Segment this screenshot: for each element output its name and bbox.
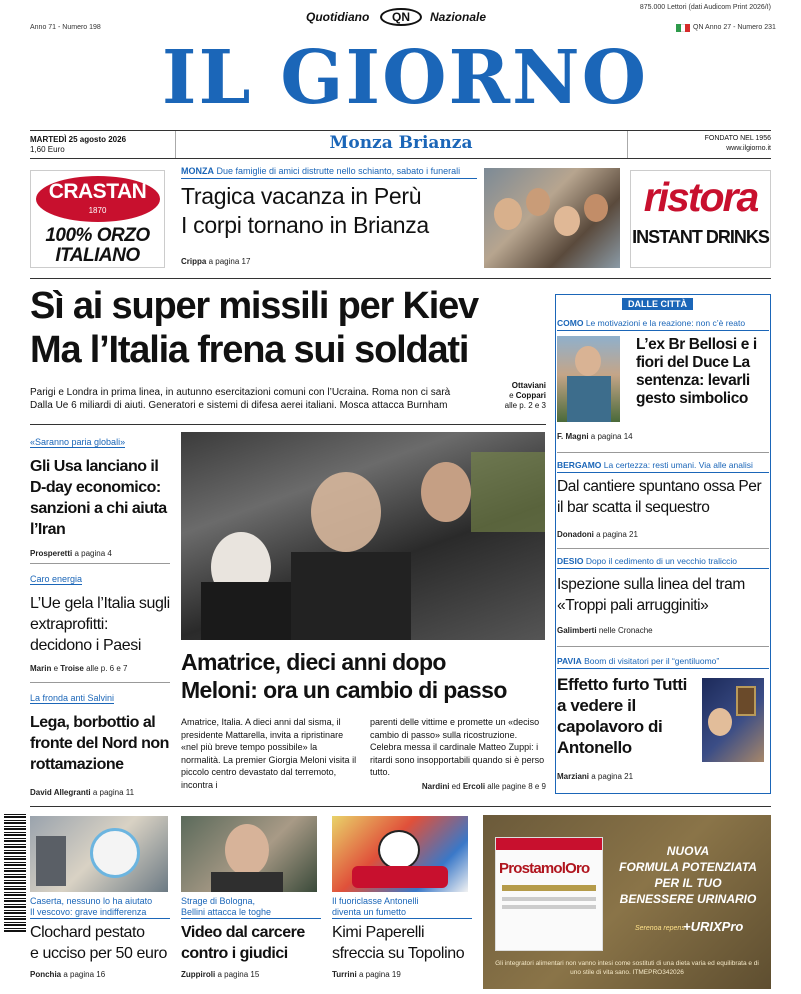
bottom-story-2-title-2: contro i giudici <box>181 945 288 962</box>
readership-note: 875.000 Lettori (dati Audicom Print 2026/I) <box>639 4 771 11</box>
edition-name: Monza Brianza <box>329 133 473 153</box>
top-story-author: Crippa <box>181 257 207 266</box>
city-story-bergamo-kicker: La certezza: resti umani. Via alle analisi <box>603 460 753 470</box>
bottom-story-1-kicker-1: Caserta, nessuno lo ha aiutato <box>30 896 153 906</box>
qn-logo: QN <box>380 8 422 26</box>
bottom-story-1-kicker-2: Il vescovo: grave indifferenza <box>30 907 170 919</box>
bellini-photo[interactable] <box>181 816 317 892</box>
top-story-photo[interactable] <box>484 168 620 268</box>
website-url[interactable]: www.ilgiorno.it <box>726 145 771 152</box>
prostamol-line-4: BENESSERE URINARIO <box>619 892 757 906</box>
left-story-2-and: e <box>53 664 59 673</box>
amatrice-photo[interactable] <box>181 432 545 640</box>
lead-summary <box>30 386 495 412</box>
bottom-story-2-page: a pagina 15 <box>217 970 260 979</box>
center-title-1: Amatrice, dieci anni dopo <box>181 649 446 675</box>
top-story-page: a pagina 17 <box>208 257 251 266</box>
city-story-desio-location: DESIO <box>557 556 584 566</box>
bottom-story-3-page: a pagina 19 <box>358 970 401 979</box>
bottom-story-3-title-2: sfreccia su Topolino <box>332 945 465 962</box>
lead-author-2: Coppari <box>515 391 546 400</box>
crastan-brand: CRASTAN <box>48 180 147 203</box>
city-story-pavia-page: a pagina 21 <box>591 772 634 781</box>
center-author-2: Ercoli <box>462 782 486 791</box>
bottom-story-1-author: Ponchia <box>30 970 62 979</box>
bottom-story-1-title-2: e ucciso per 50 euro <box>30 945 167 962</box>
city-story-como-page: a pagina 14 <box>590 432 633 441</box>
city-story-bergamo-location: BERGAMO <box>557 460 602 470</box>
quotidiano-label: Quotidiano <box>306 10 370 24</box>
prostamol-line-3: PER IL TUO <box>654 876 722 890</box>
bottom-story-3-kicker-2: diventa un fumetto <box>332 907 472 919</box>
bottom-story-1-title-1: Clochard pestato <box>30 924 145 941</box>
lead-byline <box>496 381 546 411</box>
city-story-como[interactable] <box>557 318 769 328</box>
lead-pages: alle p. 2 e 3 <box>504 401 546 410</box>
prostamol-disclaimer: Gli integratori alimentari non vanno intesi come sostituti di una dieta varia ed equilibrata e di uno stile di vita sano. ITMEPRO342026 <box>495 960 759 976</box>
barcode <box>4 812 26 932</box>
lead-title-1: Sì ai super missili per Kiev <box>30 285 478 327</box>
bottom-story-1[interactable] <box>30 896 170 979</box>
ristora-ad[interactable] <box>630 170 771 268</box>
dalle-citta-label: DALLE CITTÀ <box>622 298 693 310</box>
lead-title-2: Ma l’Italia frena sui soldati <box>30 329 469 371</box>
left-story-1-page: a pagina 4 <box>74 549 112 558</box>
bottom-story-2-title-1: Video dal carcere <box>181 924 305 941</box>
prostamol-ad[interactable] <box>483 815 771 989</box>
prostamol-serenoa: Serenoa repens <box>635 925 685 932</box>
left-story-2-page: alle p. 6 e 7 <box>86 664 128 673</box>
crastan-logo <box>36 176 160 222</box>
left-story-1-title: Gli Usa lanciano il D-day economico: sanzioni a chi aiuta l’Iran <box>30 458 167 538</box>
left-story-2-title: L’Ue gela l’Italia sugli extraprofitti: decidono i Paesi <box>30 595 170 654</box>
left-story-3-page: a pagina 11 <box>92 788 135 797</box>
ristora-brand: ristora <box>643 174 758 220</box>
lead-summary-1: Parigi e Londra in prima linea, in autunno esercitazioni comuni con l’Ucraina. Roma non ci sarà <box>30 387 451 398</box>
city-story-desio[interactable] <box>557 556 769 566</box>
city-story-como-location: COMO <box>557 318 584 328</box>
top-story-title-1: Tragica vacanza in Perù <box>181 183 422 209</box>
ristora-tagline: INSTANT DRINKS <box>632 227 769 247</box>
city-story-bergamo-title: Dal cantiere spuntano ossa Per il bar scatta il sequestro <box>557 478 762 516</box>
city-story-pavia-title: Effetto furto Tutti a vedere il capolavoro di Antonello <box>557 675 687 757</box>
top-story-headline[interactable] <box>181 182 429 240</box>
lead-author-and: e <box>509 391 514 400</box>
crastan-tagline-1: 100% ORZO <box>45 225 150 246</box>
prostamol-line-2: FORMULA POTENZIATA <box>619 860 757 874</box>
city-story-pavia-location: PAVIA <box>557 656 582 666</box>
center-byline <box>370 782 546 791</box>
clochard-photo[interactable] <box>30 816 168 892</box>
left-story-1[interactable] <box>30 432 170 558</box>
bottom-story-3-author: Turrini <box>332 970 357 979</box>
left-story-3-author: David Allegranti <box>30 788 91 797</box>
bottom-story-1-page: a pagina 16 <box>63 970 106 979</box>
left-story-2[interactable] <box>30 569 170 673</box>
left-story-1-kicker: «Saranno paria globali» <box>30 437 126 447</box>
como-photo[interactable] <box>557 336 620 422</box>
bottom-story-2-kicker-1: Strage di Bologna, <box>181 896 256 906</box>
prostamol-box <box>495 837 603 951</box>
lead-summary-2: Dalla Ue 6 miliardi di aiuti. Generatori e sistemi di difesa aerei italiani. Mosca attacca Burnham <box>30 400 448 411</box>
city-story-como-kicker: Le motivazioni e la reazione: non c’è reato <box>585 318 746 328</box>
left-story-2-author-2: Troise <box>60 664 84 673</box>
crastan-ad[interactable] <box>30 170 165 268</box>
left-story-3-kicker: La fronda anti Salvini <box>30 693 115 703</box>
prostamol-urix: +URIXPro <box>683 919 744 934</box>
bottom-story-3[interactable] <box>332 896 472 979</box>
prostamol-brand: ProstamolOro <box>499 860 590 877</box>
city-story-desio-kicker: Dopo il cedimento di un vecchio traliccio <box>585 556 738 566</box>
bottom-story-2[interactable] <box>181 896 321 979</box>
bottom-story-3-kicker-1: Il fuoriclasse Antonelli <box>332 896 419 906</box>
city-story-bergamo-author: Donadoni <box>557 530 594 539</box>
city-story-como-title: L’ex Br Bellosi e i fiori del Duce La sentenza: levarli gesto simbolico <box>636 336 757 407</box>
bottom-story-2-author: Zuppiroli <box>181 970 216 979</box>
bottom-story-3-title-1: Kimi Paperelli <box>332 924 425 941</box>
top-story-byline <box>181 257 250 266</box>
center-pages: alle pagine 8 e 9 <box>487 782 546 791</box>
bottom-story-2-kicker-2: Bellini attacca le toghe <box>181 907 321 919</box>
city-story-bergamo-page: a pagina 21 <box>596 530 638 539</box>
city-story-pavia[interactable] <box>557 656 769 666</box>
top-story-kicker[interactable] <box>181 166 460 176</box>
city-story-desio-page: nelle Cronache <box>598 626 653 635</box>
topolino-photo[interactable] <box>332 816 468 892</box>
center-body-left: Amatrice, Italia. A dieci anni dal sisma, il presidente Mattarella, invita a ripristinare «nel più breve tempo possibile» la normalità. La premier Giorgia Meloni visita il piccolo centro devastato dal terremoto, incontra i <box>181 717 357 790</box>
founded-note: FONDATO NEL 1956 <box>704 135 771 142</box>
italian-flag-icon <box>676 24 690 32</box>
crastan-year: 1870 <box>88 206 107 215</box>
top-story-location: MONZA <box>181 166 214 176</box>
top-story-title-2: I corpi tornano in Brianza <box>181 212 429 238</box>
lead-author-1: Ottaviani <box>511 381 546 390</box>
issue-date: MARTEDÌ 25 agosto 2026 <box>30 135 127 144</box>
issue-price: 1,60 Euro <box>30 145 65 154</box>
nazionale-label: Nazionale <box>430 10 487 24</box>
lead-headline[interactable] <box>30 284 478 372</box>
center-headline[interactable] <box>181 648 507 704</box>
prostamol-line-1: NUOVA <box>666 844 710 858</box>
city-story-bergamo[interactable] <box>557 460 769 470</box>
city-story-pavia-kicker: Boom di visitatori per il “gentiluomo” <box>584 656 720 666</box>
newspaper-title: IL GIORNO <box>161 35 649 121</box>
pavia-photo[interactable] <box>702 678 764 762</box>
left-story-1-author: Prosperetti <box>30 549 73 558</box>
prostamol-claim <box>609 843 767 907</box>
crastan-tagline-2: ITALIANO <box>55 245 140 266</box>
left-story-3-title: Lega, borbottio al fronte del Nord non rottamazione <box>30 714 169 773</box>
top-story-kicker-text: Due famiglie di amici distrutte nello schianto, sabato i funerali <box>216 166 461 176</box>
city-story-pavia-author: Marziani <box>557 772 590 781</box>
issue-number-right: QN Anno 27 - Numero 231 <box>693 24 776 31</box>
city-story-desio-author: Galimberti <box>557 626 597 635</box>
center-author-1: Nardini <box>421 782 450 791</box>
left-story-2-author: Marin <box>30 664 52 673</box>
center-author-and: ed <box>451 782 461 791</box>
left-story-3[interactable] <box>30 688 170 797</box>
center-body-right: parenti delle vittime e promette un «deciso cambio di passo» sulla ricostruzione. Celebra messa il cardinale Matteo Zuppi: i ritardi sono insopportabili quando si è perso tutto. <box>370 717 545 777</box>
city-story-como-author: F. Magni <box>557 432 589 441</box>
center-title-2: Meloni: ora un cambio di passo <box>181 677 507 703</box>
city-story-desio-title: Ispezione sulla linea del tram «Troppi pali arrugginiti» <box>557 576 745 614</box>
issue-number-left: Anno 71 - Numero 198 <box>30 24 101 31</box>
left-story-2-kicker: Caro energia <box>30 574 83 584</box>
